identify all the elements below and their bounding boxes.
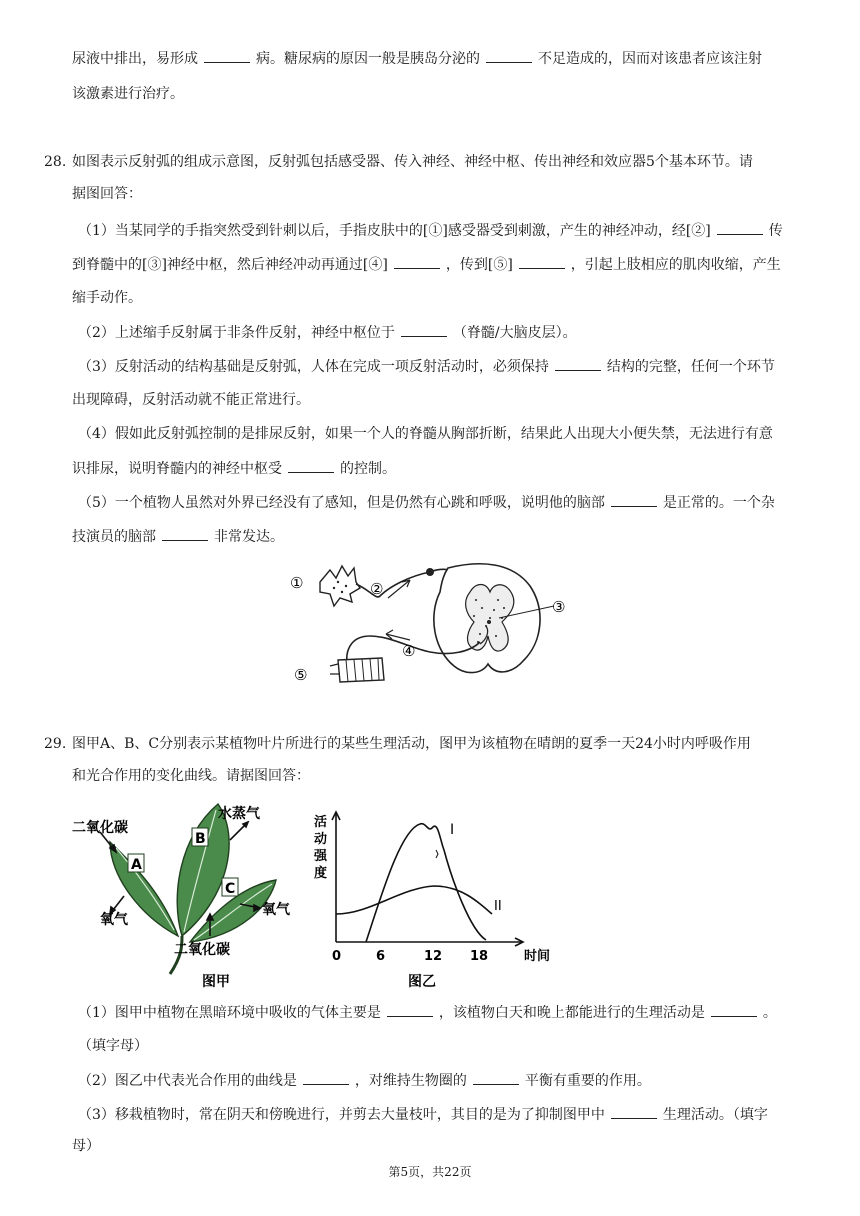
text-span: ，引起上肢相应的肌肉收缩，产生 [570, 257, 781, 273]
text-span: 技演员的脑部 [72, 529, 156, 545]
sub-question [78, 220, 783, 241]
tick-label: 0 [332, 949, 342, 964]
answer-blank[interactable] [303, 1070, 349, 1085]
answer-blank[interactable] [394, 254, 440, 269]
ganglion [426, 568, 434, 576]
text-span: （1）图甲中植物在黑暗环境中吸收的气体主要是 [78, 1005, 381, 1021]
sub-question [78, 1002, 777, 1023]
answer-blank[interactable] [401, 322, 447, 337]
leaf-shapes [110, 804, 276, 942]
label-a: A [131, 857, 142, 873]
text-span: 结构的完整，任何一个环节 [606, 359, 775, 375]
answer-blank[interactable] [519, 254, 565, 269]
question-number: 28. [44, 154, 67, 170]
ylabel-char: 强 [314, 849, 328, 864]
question-stem: 和光合作用的变化曲线。请据图回答： [72, 768, 310, 784]
text-span: （脊髓/大脑皮层）。 [452, 325, 577, 341]
sub-question: （4）假如此反射弧控制的是排尿反射，如果一个人的脊髓从胸部折断，结果此人出现大小便失禁，无法进行有意 [78, 426, 773, 442]
text-span: 不足造成的，因而对该患者应该注射 [538, 51, 762, 67]
label-water: 水蒸气 [218, 806, 260, 822]
text-line: 母） [72, 1138, 100, 1154]
xlabel: 时间 [524, 949, 551, 964]
curve-2-label: II [494, 899, 502, 914]
receptor-shape [320, 566, 360, 606]
curve-1-label: I [450, 822, 455, 838]
text-span: ，该植物白天和晚上都能进行的生理活动是 [438, 1005, 705, 1021]
answer-blank[interactable] [486, 48, 532, 63]
leaf-diagram [70, 796, 320, 990]
answer-blank[interactable] [555, 356, 601, 371]
text-span: 。 [762, 1005, 777, 1021]
label-o2-right: 氧气 [262, 902, 290, 918]
text-span: 是正常的。一个杂 [662, 495, 775, 511]
answer-blank[interactable] [162, 526, 208, 541]
label-co2-in: 二氧化碳 [72, 820, 128, 836]
text-span: 病。糖尿病的原因一般是胰岛分泌的 [256, 51, 480, 67]
question-stem: 如图表示反射弧的组成示意图，反射弧包括感受器、传入神经、神经中枢、传出神经和效应器5个基本环节。请 [72, 154, 753, 170]
label-afferent: ② [370, 580, 384, 598]
text-span: （3）移栽植物时，常在阴天和傍晚进行，并剪去大量枝叶，其目的是为了抑制图甲中 [78, 1107, 605, 1123]
tick-label: 6 [376, 949, 386, 964]
activity-curve-chart [310, 810, 570, 990]
curve-2 [336, 886, 492, 914]
answer-blank[interactable] [473, 1070, 519, 1085]
answer-blank[interactable] [204, 48, 250, 63]
answer-blank[interactable] [387, 1002, 433, 1017]
question-number: 29. [44, 736, 67, 752]
text-span: 生理活动。（填字 [662, 1107, 768, 1123]
sub-question [78, 1070, 651, 1091]
page-footer: 第5页，共22页 [388, 1165, 472, 1179]
caption-jia: 图甲 [202, 974, 230, 990]
ylabel-char: 度 [314, 866, 328, 881]
answer-blank[interactable] [288, 458, 334, 473]
text-span: （2）上述缩手反射属于非条件反射，神经中枢位于 [78, 325, 395, 341]
ylabel-char: 活 [314, 815, 328, 830]
answer-blank[interactable] [717, 220, 763, 235]
text-span: （5）一个植物人虽然对外界已经没有了感知，但是仍然有心跳和呼吸，说明他的脑部 [78, 495, 605, 511]
text-span: 非常发达。 [214, 529, 284, 545]
text-line: 出现障碍，反射活动就不能正常进行。 [72, 392, 310, 408]
text-span: 到脊髓中的[③]神经中枢，然后神经冲动再通过[④] [72, 257, 388, 273]
spinal-cord [434, 564, 540, 673]
ylabel-char: 动 [314, 832, 328, 847]
text-line: 该激素进行治疗。 [72, 86, 184, 102]
tick-label: 18 [470, 949, 489, 964]
label-b: B [195, 831, 206, 847]
label-efferent: ④ [402, 642, 416, 660]
text-line: （填字母） [78, 1038, 148, 1054]
answer-blank[interactable] [611, 1104, 657, 1119]
tick-label: 12 [424, 949, 443, 964]
question-stem: 据图回答： [72, 186, 142, 202]
text-line [72, 48, 762, 69]
question-stem: 图甲A、B、C分别表示某植物叶片所进行的某些生理活动，图甲为该植物在晴朗的夏季一天24小时内呼吸作用 [72, 736, 751, 752]
reflex-arc-diagram [290, 556, 580, 696]
label-receptor: ① [290, 574, 304, 592]
text-span: （3）反射活动的结构基础是反射弧，人体在完成一项反射活动时，必须保持 [78, 359, 549, 375]
text-span: 识排尿，说明脊髓内的神经中枢受 [72, 461, 282, 477]
sub-question [78, 1104, 768, 1125]
sub-question [72, 254, 781, 275]
text-span: ，对维持生物圈的 [354, 1073, 467, 1089]
sub-question [78, 356, 775, 377]
label-c: C [225, 881, 236, 897]
text-span: （2）图乙中代表光合作用的曲线是 [78, 1073, 297, 1089]
effector-muscle [330, 658, 384, 682]
text-span: 传 [768, 223, 783, 239]
label-effector: ⑤ [294, 666, 308, 684]
answer-blank[interactable] [611, 492, 657, 507]
sub-question [78, 322, 577, 343]
text-span: 的控制。 [340, 461, 396, 477]
text-span: 尿液中排出，易形成 [72, 51, 198, 67]
curve-1 [366, 824, 486, 942]
label-o2-left: 氧气 [100, 912, 128, 928]
answer-blank[interactable] [711, 1002, 757, 1017]
sub-question [72, 458, 396, 479]
label-co2-bottom: 二氧化碳 [174, 942, 230, 958]
sub-question [72, 526, 284, 547]
text-span: ，传到[⑤] [445, 257, 513, 273]
caption-yi: 图乙 [408, 974, 436, 990]
text-span: （1）当某同学的手指突然受到针刺以后，手指皮肤中的[①]感受器受到刺激，产生的神经冲动，经[②] [78, 223, 711, 239]
text-line: 缩手动作。 [72, 290, 142, 306]
label-center: ③ [552, 598, 566, 616]
sub-question [78, 492, 775, 513]
text-span: 平衡有重要的作用。 [524, 1073, 651, 1089]
